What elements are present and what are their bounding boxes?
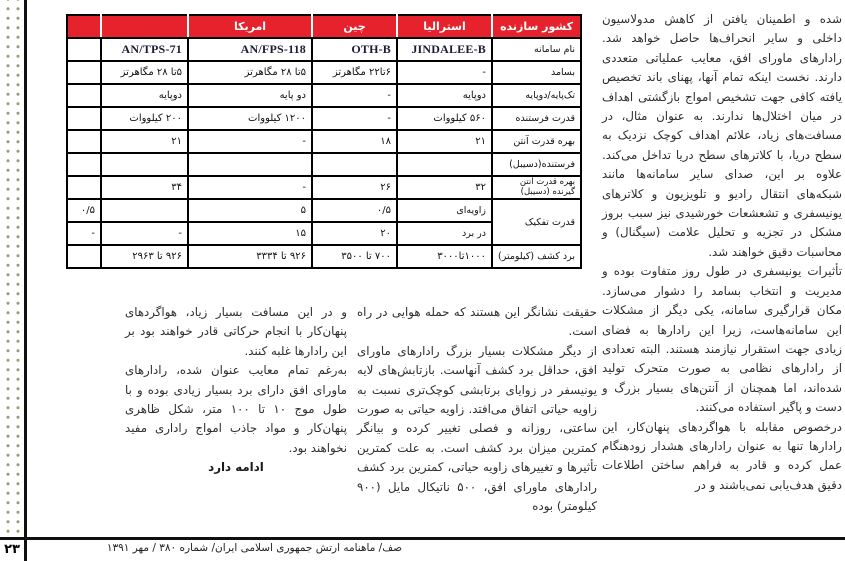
- table-cell: ۹۲۶ تا ۳۳۳۴: [188, 245, 312, 268]
- footer-publication-info: صف/ ماهنامه ارتش جمهوری اسلامی ایران/ شماره ۳۸۰ / مهر ۱۳۹۱: [106, 542, 402, 554]
- table-cell: ۰/۵: [67, 199, 101, 222]
- table-cell: ۹۲۶ تا ۲۹۶۳: [101, 245, 188, 268]
- otн-radar-table: [66, 14, 582, 269]
- table-cell: OTH-B: [312, 38, 397, 61]
- table-row-resolution-angular: [67, 199, 581, 222]
- table-cell: ۳۲: [397, 176, 492, 199]
- table-cell: ۰/۵: [312, 199, 397, 222]
- table-cell: [67, 153, 101, 176]
- table-cell: دوپایه: [397, 84, 492, 107]
- radar-comparison-table: [66, 14, 582, 269]
- table-cell: -: [67, 222, 101, 245]
- table-row: [67, 61, 581, 84]
- row-label: قدرت فرستنده: [492, 107, 581, 130]
- text-column-left: [125, 303, 347, 478]
- binding-margin-rule: [24, 0, 27, 537]
- row-label: تک‌پایه/دوپایه: [492, 84, 581, 107]
- table-cell: ۶تا۲۲ مگاهرتز: [312, 61, 397, 84]
- paragraph: از دیگر مشکلات بسیار بزرگ رادارهای ماورای افق، حداقل برد کشف آنهاست. بازتابش‌های لایه یونیسفر در زوایای برتابشی کوچک‌تری نسبت به زاویه حیاتی اتفاق می‌افتد. زاویه حیاتی به صورت ساعتی، روزانه و فصلی تغییر کرده و بیانگر کمترین میزان برد کشف است. به علت کمترین تأثیرها و تغییرهای زاویه حیاتی، کمترین برد کشف رادارهای ماورای افق، ۵۰۰ ناتیکال مایل (۹۰۰ کیلومتر) بوده: [357, 343, 597, 514]
- table-header-row: [67, 15, 581, 38]
- row-label: بهره قدرت آنتن: [492, 130, 581, 153]
- table-cell: AN/FPS-118: [188, 38, 312, 61]
- table-cell: ۷۰۰ تا ۳۵۰۰: [312, 245, 397, 268]
- text-column-right: [602, 10, 842, 495]
- header-china: چین: [312, 15, 397, 38]
- table-cell: ۲۶: [312, 176, 397, 199]
- page-number: ۲۳: [4, 542, 20, 557]
- table-cell: -: [101, 222, 188, 245]
- table-cell: ۲۱: [101, 130, 188, 153]
- table-cell: [67, 38, 101, 61]
- table-cell: -: [397, 61, 492, 84]
- table-cell: [67, 84, 101, 107]
- header-country: کشور سازنده: [492, 15, 581, 38]
- table-cell: -: [188, 176, 312, 199]
- paragraph: به‌رغم تمام معایب عنوان شده، رادارهای ماورای افق دارای برد بسیار زیادی بوده و با طول موج ۱۰ تا ۱۰۰ متر، شکل ظاهری پنهان‌کار و مواد جاذب امواج راداری مفید نخواهند بود.: [125, 363, 347, 455]
- table-cell: ۳۴: [101, 176, 188, 199]
- sub-row-label: در برد: [397, 222, 492, 245]
- footer-rule: [0, 537, 845, 540]
- header-australia: استرالیا: [397, 15, 492, 38]
- paragraph: شده و اطمینان یافتن از کاهش مدولاسیون داخلی و سایر انحراف‌ها حاصل خواهد شد. رادارهای ماورای افق، معایب عملیاتی متعددی دارند. نخست اینکه تمام آنها، پهنای باند تخصیص یافته کافی جهت تشخیص امواج بازگشتی اهداف در میان اختلال‌ها ندارند. به عنوان مثال، در مسافت‌های زیاد، علائم اهداف کوچک نزدیک به سطح دریا، با کلاترهای سطح دریا تداخل می‌کند. علاوه بر این، صدای سایر سامانه‌ها مانند شبکه‌های انتقال رادیو و تلویزیون و کلاترهای یونیسفری و تشعشعات خورشیدی نیز سبب بروز مشکل در تجزیه و تحلیل علامت (سیگنال) و محاسبات دقیق خواهند شد.: [602, 12, 842, 259]
- header-america: امریکا: [188, 15, 312, 38]
- text-column-middle: [357, 303, 597, 516]
- table-cell: [397, 153, 492, 176]
- table-cell: ۵تا ۲۸ مگاهرتز: [101, 61, 188, 84]
- table-cell: ۱۲۰۰ کیلووات: [188, 107, 312, 130]
- footer-separator: [24, 540, 27, 561]
- table-cell: ۵تا ۲۸ مگاهرتز: [188, 61, 312, 84]
- table-row: [67, 84, 581, 107]
- header-empty-2: [67, 15, 101, 38]
- table-cell: -: [312, 84, 397, 107]
- paragraph: تأثیرات یونیسفری در طول روز متفاوت بوده و مدیریت و انتخاب بسامد را دشوار می‌سازد. مکان قرارگیری سامانه، یکی دیگر از مشکلات این سامانه‌هاست، زیرا این رادارها به فضای زیادی جهت استقرار نیازمند هستند. البته تعدادی از رادارهای نظامی به صورت متحرک تولید شده‌اند، اما همچنان از آنتن‌های بسیار بزرگ و دست و پاگیر استفاده می‌کنند.: [602, 264, 842, 415]
- row-label: قدرت تفکیک: [492, 199, 581, 245]
- row-label: فرستنده(دسیبل): [492, 153, 581, 176]
- binding-margin-dots: [0, 0, 24, 537]
- table-cell: دو پایه: [188, 84, 312, 107]
- paragraph: درخصوص مقابله با هواگردهای پنهان‌کار، این رادارها تنها به عنوان رادارهای هشدار زودهنگام عمل کرده و قادر به فراهم ساختن اطلاعات دقیق هدف‌یابی نمی‌باشند و در: [602, 419, 842, 492]
- table-cell: دوپایه: [101, 84, 188, 107]
- table-cell: JINDALEE-B: [397, 38, 492, 61]
- table-cell: ۱۵: [188, 222, 312, 245]
- table-cell: ۲۰۰ کیلووات: [101, 107, 188, 130]
- table-cell: ۲۰: [312, 222, 397, 245]
- paragraph: و در این مسافت بسیار زیاد، هواگردهای پنهان‌کار با انجام حرکاتی قادر خواهند بود بر این رادارها غلبه کنند.: [125, 305, 347, 358]
- table-cell: -: [188, 130, 312, 153]
- table-cell: ۲۱: [397, 130, 492, 153]
- row-label: نام سامانه: [492, 38, 581, 61]
- table-cell: [101, 153, 188, 176]
- table-cell: [67, 61, 101, 84]
- table-row: [67, 130, 581, 153]
- table-cell: [67, 245, 101, 268]
- table-row: [67, 176, 581, 199]
- table-row: [67, 245, 581, 268]
- table-cell: ۱۰۰۰تا۳۰۰۰: [397, 245, 492, 268]
- table-cell: [312, 153, 397, 176]
- row-label: برد کشف (کیلومتر): [492, 245, 581, 268]
- row-label: بسامد: [492, 61, 581, 84]
- table-cell: -: [312, 107, 397, 130]
- table-cell: [67, 176, 101, 199]
- table-cell: [101, 199, 188, 222]
- row-label: بهره قدرت آنتن گیرنده (دسیبل): [492, 176, 581, 199]
- table-cell: ۵۶۰ کیلووات: [397, 107, 492, 130]
- table-row: [67, 107, 581, 130]
- table-row: [67, 153, 581, 176]
- header-empty-1: [101, 15, 188, 38]
- sub-row-label: زاویه‌ای: [397, 199, 492, 222]
- table-row: [67, 38, 581, 61]
- paragraph: حقیقت نشانگر این هستند که حمله هوایی در راه است.: [357, 305, 597, 339]
- table-cell: [188, 153, 312, 176]
- to-be-continued-label: ادامه دارد: [208, 460, 264, 475]
- table-cell: ۱۸: [312, 130, 397, 153]
- table-cell: [67, 107, 101, 130]
- table-cell: AN/TPS-71: [101, 38, 188, 61]
- table-cell: ۵: [188, 199, 312, 222]
- table-cell: [67, 130, 101, 153]
